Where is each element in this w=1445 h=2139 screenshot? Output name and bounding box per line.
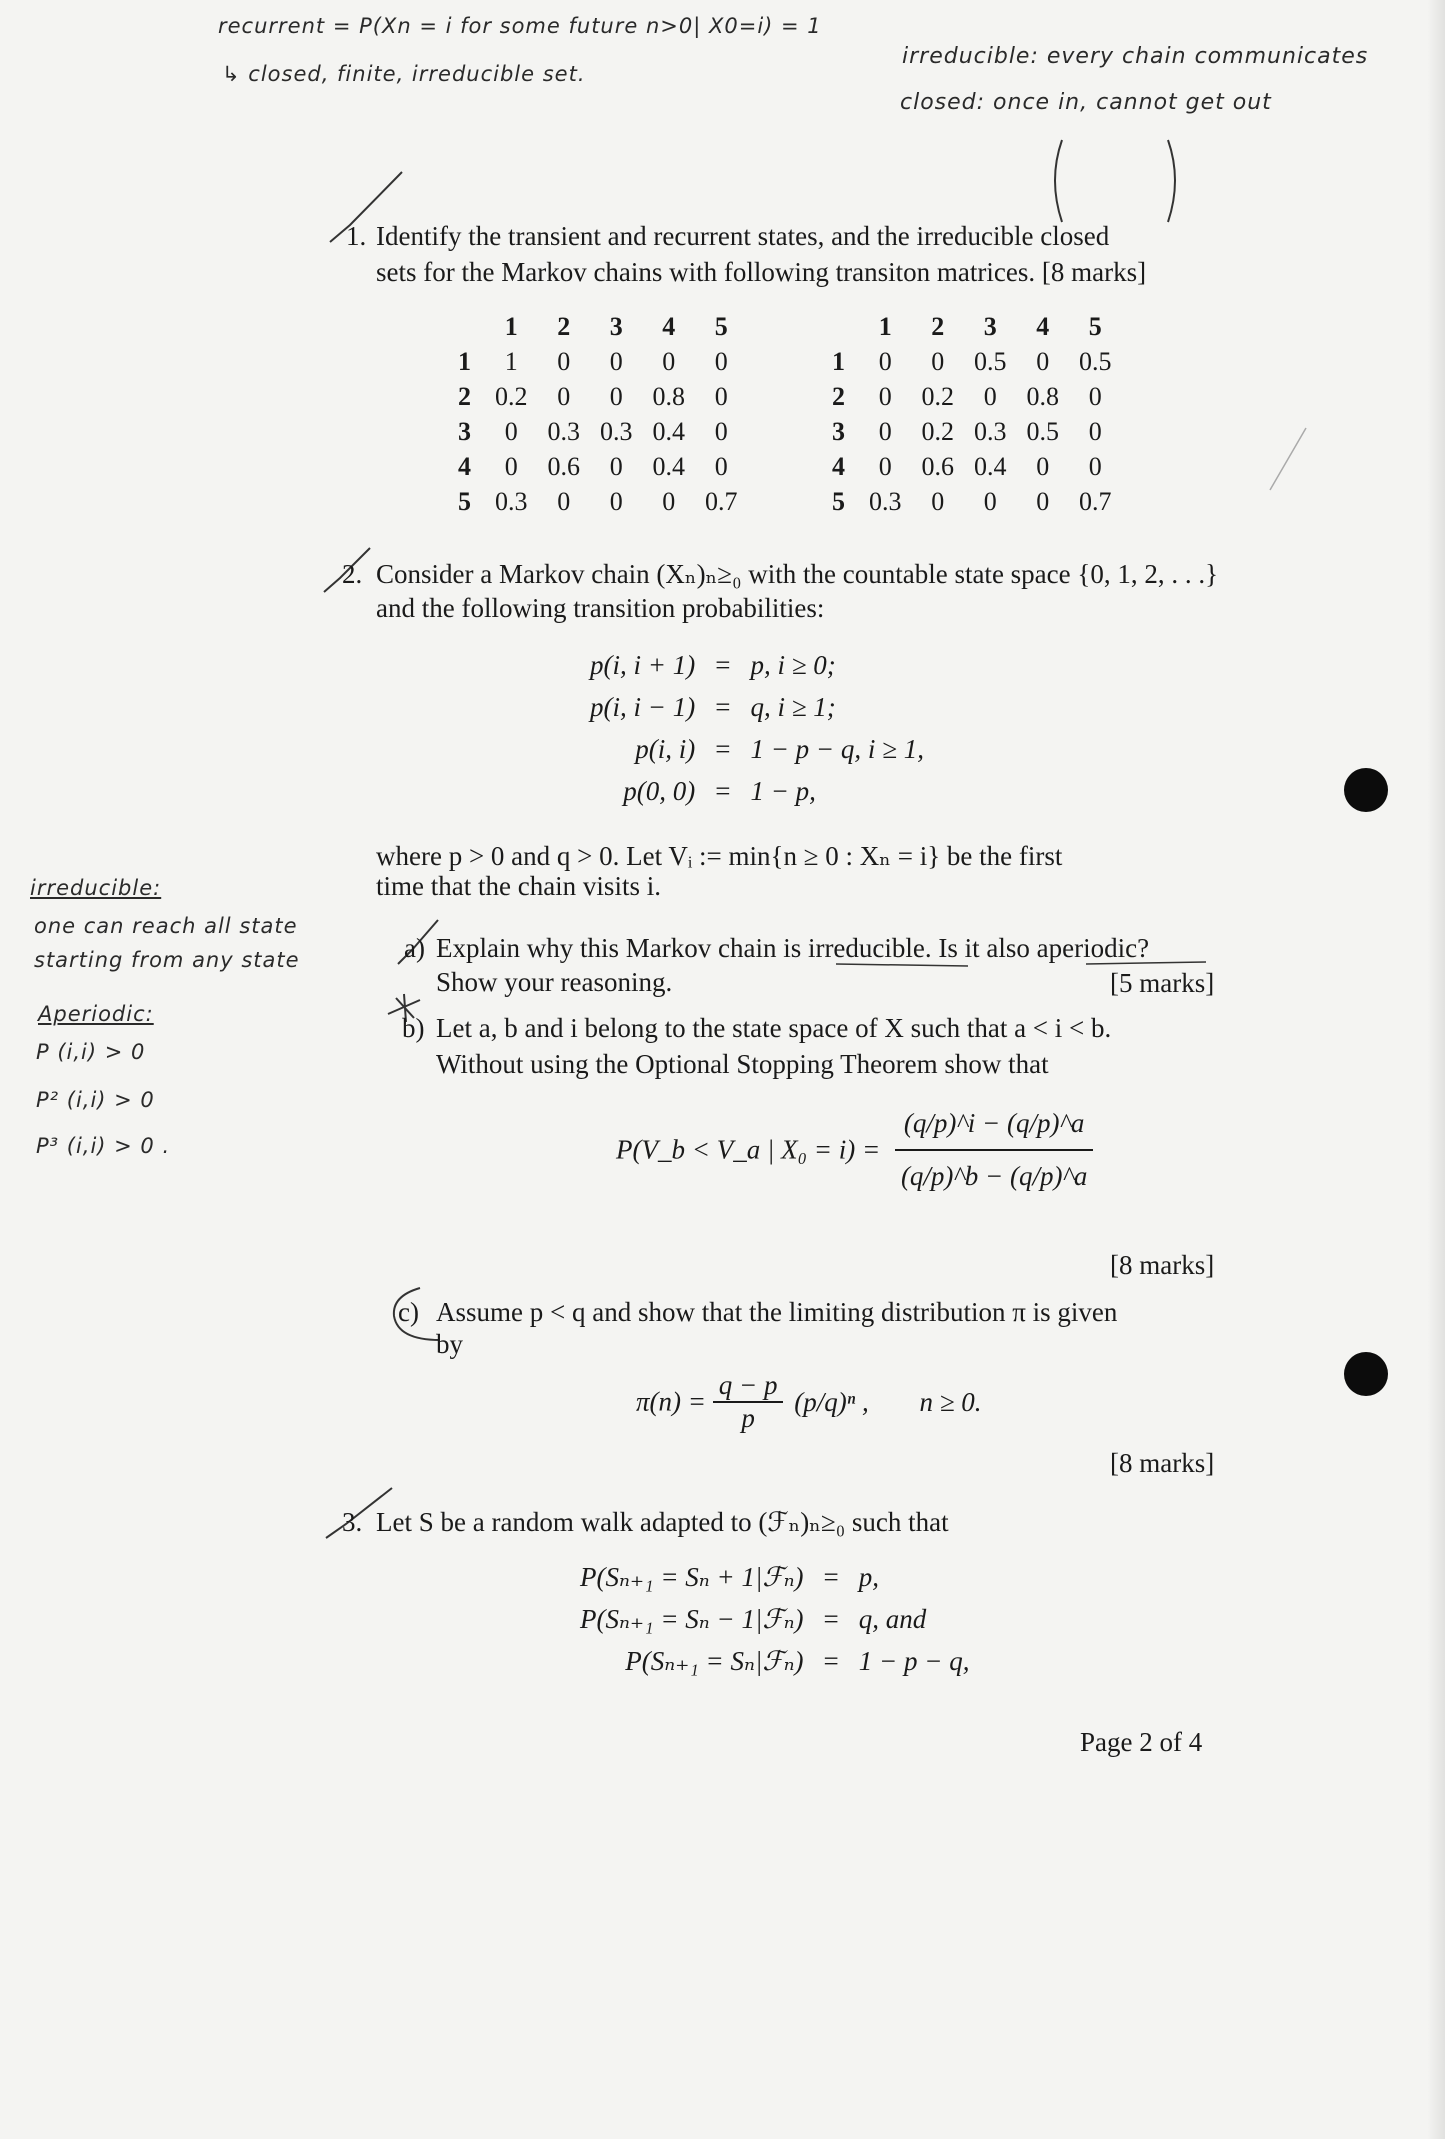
matrix-a-cell: 0.3 — [600, 416, 633, 446]
equation-row — [570, 1640, 979, 1682]
matrix-a-row-label: 4 — [458, 451, 471, 481]
margin-aperiodic-p1: P (i,i) > 0 — [36, 1040, 146, 1064]
equation-row — [580, 686, 934, 728]
equation-rhs: q, i ≥ 1; — [750, 691, 836, 722]
matrix-a-cell: 0 — [557, 486, 571, 516]
q2c-formula — [636, 1370, 982, 1434]
matrix-b-cell: 0 — [1036, 451, 1050, 481]
q2b-marks: [8 marks] — [1110, 1250, 1215, 1280]
q2c-formula-condition: n ≥ 0. — [919, 1386, 982, 1417]
matrix-a-cell: 0.4 — [652, 416, 685, 446]
matrix-b-cell: 0.5 — [974, 346, 1007, 376]
matrix-a-cell: 0.2 — [495, 381, 528, 411]
q2-text-line2: and the following transition probabilities: — [376, 593, 825, 623]
matrix-b-cell: 0.3 — [974, 416, 1007, 446]
paren-right — [1168, 140, 1175, 222]
margin-irreducible-line2: starting from any state — [34, 948, 300, 972]
matrix-b-header: 1 — [878, 311, 892, 341]
equation-rhs: p, i ≥ 0; — [750, 649, 836, 680]
equals-sign: = — [823, 1603, 839, 1634]
matrix-b-row-label: 4 — [832, 451, 845, 481]
matrix-a-header: 5 — [714, 311, 728, 341]
equation-row — [580, 644, 934, 686]
matrix-b-cell: 0.6 — [921, 451, 954, 481]
matrix-a-cell: 0 — [662, 346, 676, 376]
matrix-a-cell: 0 — [609, 486, 623, 516]
matrix-b-cell: 0.7 — [1079, 486, 1112, 516]
matrix-a-cell: 0 — [609, 451, 623, 481]
matrix-a-cell: 0 — [714, 381, 728, 411]
q2c-formula-numerator: q − p — [713, 1370, 784, 1403]
matrix-a-cell: 0 — [609, 346, 623, 376]
equals-sign: = — [823, 1561, 839, 1592]
q2c-formula-denominator: p — [741, 1403, 755, 1433]
matrix-b-row — [822, 449, 1122, 484]
equation-row — [570, 1556, 979, 1598]
matrix-a-row — [448, 379, 748, 414]
matrix-a-row-label: 1 — [458, 346, 471, 376]
matrix-a-row-label: 5 — [458, 486, 471, 516]
equation-rhs: 1 − p − q, — [858, 1645, 970, 1676]
matrix-a-row — [448, 344, 748, 379]
q2b-formula-fraction — [895, 1108, 1093, 1192]
matrix-b-cell: 0 — [878, 451, 892, 481]
matrix-a-row-label: 3 — [458, 416, 471, 446]
matrix-a-cell: 0 — [714, 451, 728, 481]
matrix-a-cell: 0 — [504, 451, 518, 481]
q1-number: 1. — [346, 221, 367, 251]
matrix-b-header: 3 — [983, 311, 997, 341]
matrix-b-cell: 0 — [931, 486, 945, 516]
matrix-b-cell: 0.2 — [921, 416, 954, 446]
equation-lhs: P(Sₙ₊₁ = Sₙ + 1|ℱₙ) — [580, 1561, 804, 1592]
equation-rhs: q, and — [858, 1603, 927, 1634]
handwritten-closed-definition: closed: once in, cannot get out — [900, 90, 1272, 115]
matrix-a-cell: 0 — [609, 381, 623, 411]
q2c-formula-power: (p/q)ⁿ , — [794, 1386, 869, 1417]
matrix-b-cell: 0.5 — [1079, 346, 1112, 376]
matrix-b-cell: 0 — [1088, 416, 1102, 446]
q2-text-line1: Consider a Markov chain (Xₙ)ₙ≥₀ with the countable state space {0, 1, 2, . . .} — [376, 559, 1219, 589]
punch-hole-upper — [1344, 768, 1388, 812]
matrix-b-header: 2 — [931, 311, 945, 341]
matrix-b-cell: 0 — [983, 381, 997, 411]
matrix-b-row-label: 3 — [832, 416, 845, 446]
matrix-b-cell: 0 — [1088, 451, 1102, 481]
margin-aperiodic-p3: P³ (i,i) > 0 . — [36, 1134, 171, 1158]
matrix-b-cell: 0 — [1036, 486, 1050, 516]
matrix-b-cell: 0.2 — [921, 381, 954, 411]
q2b-text-line2: Without using the Optional Stopping Theorem show that — [436, 1049, 1049, 1079]
q2-where-line1: where p > 0 and q > 0. Let Vᵢ := min{n ≥ 0 : Xₙ = i} be the first — [376, 841, 1063, 871]
matrix-b-cell: 0.4 — [974, 451, 1007, 481]
matrix-b-cell: 0.3 — [869, 486, 902, 516]
equation-lhs: p(i, i + 1) — [590, 649, 696, 680]
matrix-b-cell: 0 — [983, 486, 997, 516]
equation-row — [580, 770, 934, 812]
matrix-b — [822, 309, 1122, 519]
matrix-a-cell: 1 — [504, 346, 518, 376]
matrix-a-cell: 0.6 — [547, 451, 580, 481]
matrix-a-header: 3 — [609, 311, 623, 341]
q2c-marks: [8 marks] — [1110, 1448, 1215, 1478]
matrix-b-row-label: 1 — [832, 346, 845, 376]
matrix-b-cell: 0 — [878, 346, 892, 376]
equation-lhs: p(i, i − 1) — [590, 691, 696, 722]
matrix-b-row — [822, 414, 1122, 449]
matrix-a-cell: 0.8 — [652, 381, 685, 411]
matrix-b-cell: 0 — [931, 346, 945, 376]
equals-sign: = — [715, 775, 731, 806]
q2c-formula-fraction — [713, 1370, 784, 1434]
matrix-b-cell: 0.8 — [1026, 381, 1059, 411]
punch-hole-lower — [1344, 1352, 1388, 1396]
equation-row — [580, 728, 934, 770]
handwritten-recurrent-definition: recurrent = P(Xn = i for some future n>0| X0=i) = 1 — [218, 14, 822, 38]
matrix-a-header: 4 — [662, 311, 676, 341]
paren-left — [1055, 140, 1062, 222]
matrix-a-cell: 0 — [714, 416, 728, 446]
q2b-formula-numerator: (q/p)^i − (q/p)^a — [895, 1108, 1093, 1151]
matrix-b-row — [822, 344, 1122, 379]
matrix-b-header: 5 — [1088, 311, 1102, 341]
matrix-b-cell: 0.5 — [1026, 416, 1059, 446]
matrix-a-row — [448, 449, 748, 484]
handwritten-closed-note: ↳ closed, finite, irreducible set. — [222, 62, 586, 86]
equation-rhs: 1 − p − q, i ≥ 1, — [750, 733, 924, 764]
equation-rhs: p, — [858, 1561, 880, 1592]
q2c-label: c) — [398, 1297, 419, 1327]
q2b-text-line1: Let a, b and i belong to the state space of X such that a < i < b. — [436, 1013, 1112, 1043]
matrix-b-cell: 0 — [878, 416, 892, 446]
matrix-a-cell: 0.3 — [547, 416, 580, 446]
margin-stray-stroke — [1270, 428, 1306, 490]
matrix-a-cell: 0.3 — [495, 486, 528, 516]
q2a-marks: [5 marks] — [1110, 968, 1215, 998]
q2-where-line2: time that the chain visits i. — [376, 871, 661, 901]
q2-number: 2. — [342, 559, 363, 589]
q2b-formula-lhs: P(V_b < V_a | X₀ = i) = — [616, 1134, 881, 1165]
q2a-text-line1: Explain why this Markov chain is irreducible. Is it also aperiodic? — [436, 933, 1150, 963]
matrix-b-header: 4 — [1036, 311, 1050, 341]
q2b-formula-denominator: (q/p)^b − (q/p)^a — [900, 1161, 1088, 1191]
equals-sign: = — [715, 649, 731, 680]
matrix-a — [448, 309, 748, 519]
matrix-b-cell: 0 — [878, 381, 892, 411]
equation-lhs: P(Sₙ₊₁ = Sₙ|ℱₙ) — [625, 1645, 804, 1676]
matrix-a-cell: 0 — [504, 416, 518, 446]
q1-text-line2: sets for the Markov chains with following transiton matrices. [8 marks] — [376, 257, 1147, 287]
matrix-a-cell: 0 — [557, 346, 571, 376]
q2a-label: a) — [404, 933, 425, 963]
matrix-b-row-label: 5 — [832, 486, 845, 516]
q2-transition-equations — [580, 644, 934, 812]
margin-irreducible-line1: one can reach all state — [34, 914, 298, 938]
margin-aperiodic-title: Aperiodic: — [38, 1002, 154, 1026]
matrix-b-row-label: 2 — [832, 381, 845, 411]
equation-lhs: P(Sₙ₊₁ = Sₙ − 1|ℱₙ) — [580, 1603, 804, 1634]
page-number: Page 2 of 4 — [1080, 1727, 1203, 1757]
q2a-text-line2: Show your reasoning. — [436, 967, 673, 997]
matrix-a-cell: 0.4 — [652, 451, 685, 481]
q2c-text-line1: Assume p < q and show that the limiting distribution π is given — [436, 1297, 1118, 1327]
margin-aperiodic-p2: P² (i,i) > 0 — [36, 1088, 155, 1112]
matrix-a-header: 2 — [557, 311, 571, 341]
matrix-a-row-label: 2 — [458, 381, 471, 411]
matrix-a-cell: 0 — [557, 381, 571, 411]
margin-irreducible-title: irreducible: — [30, 876, 162, 900]
page-edge-shadow — [1427, 0, 1445, 2139]
q3-text-line1: Let S be a random walk adapted to (ℱₙ)ₙ≥₀ such that — [376, 1507, 949, 1537]
handwritten-irreducible-definition: irreducible: every chain communicates — [902, 44, 1369, 69]
matrix-a-cell: 0.7 — [705, 486, 738, 516]
q3-random-walk-equations — [570, 1556, 979, 1682]
equation-rhs: 1 − p, — [750, 775, 816, 806]
equals-sign: = — [715, 691, 731, 722]
q3-number: 3. — [342, 1507, 363, 1537]
q2b-formula — [616, 1108, 1093, 1192]
equation-lhs: p(i, i) — [635, 733, 696, 764]
equation-lhs: p(0, 0) — [623, 775, 696, 806]
equation-row — [570, 1598, 979, 1640]
matrix-a-row — [448, 484, 748, 519]
matrix-b-row — [822, 379, 1122, 414]
matrix-a-cell: 0 — [662, 486, 676, 516]
matrix-a-header: 1 — [504, 311, 518, 341]
q2c-formula-lhs: π(n) = — [636, 1386, 706, 1417]
q2c-text-line2: by — [436, 1329, 463, 1359]
matrix-b-cell: 0 — [1036, 346, 1050, 376]
q1-text-line1: Identify the transient and recurrent states, and the irreducible closed — [376, 221, 1110, 251]
q2b-label: b) — [402, 1013, 425, 1043]
matrix-a-cell: 0 — [714, 346, 728, 376]
equals-sign: = — [823, 1645, 839, 1676]
matrix-b-cell: 0 — [1088, 381, 1102, 411]
matrix-a-row — [448, 414, 748, 449]
matrix-b-row — [822, 484, 1122, 519]
equals-sign: = — [715, 733, 731, 764]
